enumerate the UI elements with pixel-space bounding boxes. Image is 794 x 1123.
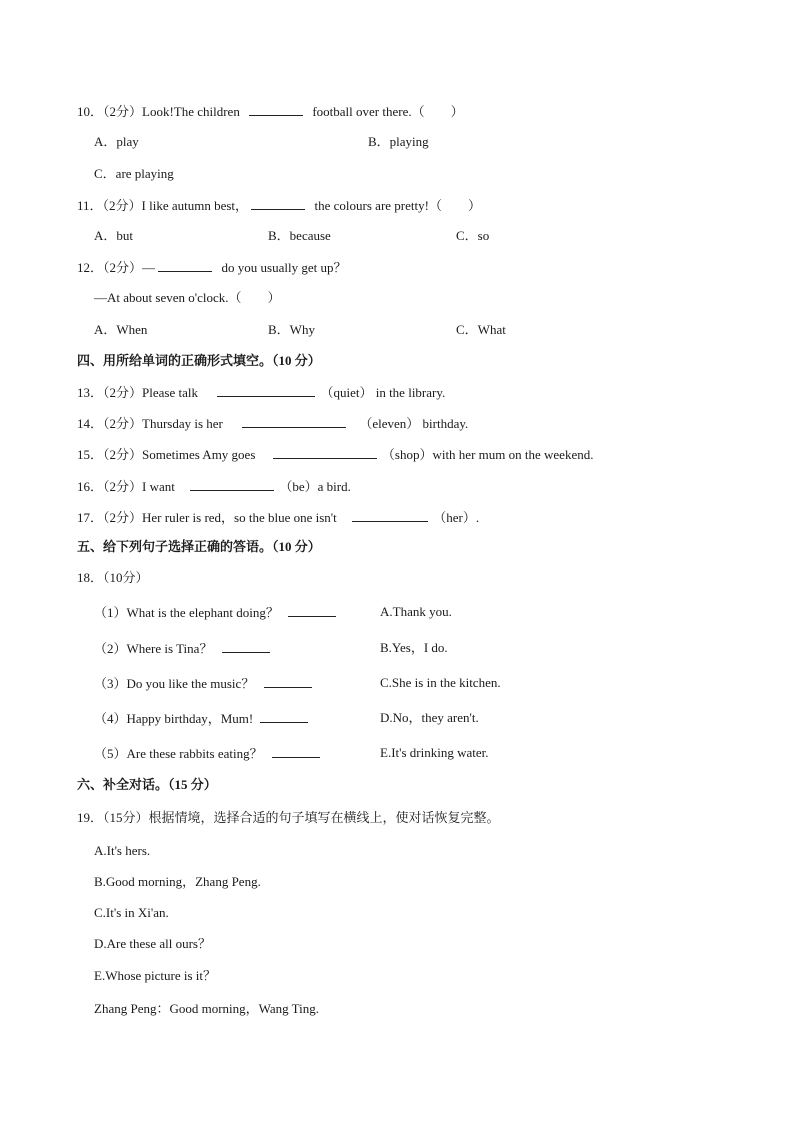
q18-question-4-text: （4）Happy birthday，Mum! xyxy=(94,711,254,726)
q16-text-end: （be）a bird. xyxy=(279,479,351,494)
q17-text-start: 17．（2分）Her ruler is red，so the blue one isn't xyxy=(77,510,337,525)
q19-option-c: C.It's in Xi'an. xyxy=(94,905,169,920)
q19-option-d: D.Are these all ours？ xyxy=(94,936,211,951)
q17-answer-blank[interactable] xyxy=(352,509,428,522)
q15-item xyxy=(77,446,593,463)
q19-option-b: B.Good morning，Zhang Peng. xyxy=(94,874,261,889)
q12-stem-start: 12．（2分）— xyxy=(77,260,156,275)
q13-answer-blank[interactable] xyxy=(217,384,315,397)
q16-answer-blank[interactable] xyxy=(190,478,274,491)
q10-stem-start: 10．（2分）Look!The children xyxy=(77,104,240,119)
q12-option-a[interactable]: A．When xyxy=(94,322,148,337)
q12-stem-end: do you usually get up？ xyxy=(221,260,347,275)
q11-stem-start: 11．（2分）I like autumn best， xyxy=(77,198,249,213)
q10-option-b[interactable]: B．playing xyxy=(368,134,429,149)
q14-answer-blank[interactable] xyxy=(242,415,346,428)
q17-item xyxy=(77,509,479,526)
q18-answer-d: D.No，they aren't. xyxy=(380,710,479,725)
q10-stem-end: football over there.（ ） xyxy=(312,104,464,119)
q18-question-2-text: （2）Where is Tina？ xyxy=(94,641,213,656)
q11-option-c[interactable]: C．so xyxy=(456,228,490,243)
q15-answer-blank[interactable] xyxy=(273,446,377,459)
q19-label: 19．（15分）根据情境，选择合适的句子填写在横线上，使对话恢复完整。 xyxy=(77,810,500,825)
q18-blank-2[interactable] xyxy=(222,640,270,653)
q18-blank-5[interactable] xyxy=(272,745,320,758)
q18-question-1-text: （1）What is the elephant doing？ xyxy=(94,605,279,620)
q10-answer-blank[interactable] xyxy=(249,103,303,116)
q14-item xyxy=(77,415,468,432)
q16-item xyxy=(77,478,351,495)
q13-text-start: 13．（2分）Please talk xyxy=(77,385,198,400)
section-4-heading: 四、用所给单词的正确形式填空。（10 分） xyxy=(77,353,321,368)
q16-text-start: 16．（2分）I want xyxy=(77,479,175,494)
q18-question-2 xyxy=(94,640,270,657)
q11-option-a[interactable]: A．but xyxy=(94,228,134,243)
q11-stem-end: the colours are pretty!（ ） xyxy=(314,198,481,213)
q10-option-a[interactable]: A．play xyxy=(94,134,139,149)
q18-question-5-text: （5）Are these rabbits eating？ xyxy=(94,746,263,761)
q18-blank-4[interactable] xyxy=(260,710,308,723)
q18-answer-a: A.Thank you. xyxy=(380,604,452,619)
q15-text-end: （shop）with her mum on the weekend. xyxy=(381,447,594,462)
q14-text-end: （eleven） birthday. xyxy=(359,416,469,431)
q18-question-3 xyxy=(94,675,312,692)
q10-option-c[interactable]: C．are playing xyxy=(94,166,174,181)
q11-stem xyxy=(77,197,481,214)
q13-text-end: （quiet） in the library. xyxy=(320,385,446,400)
q12-stem xyxy=(77,259,346,276)
q18-answer-c: C.She is in the kitchen. xyxy=(380,675,501,690)
q11-option-b[interactable]: B．because xyxy=(268,228,331,243)
section-6-heading: 六、补全对话。（15 分） xyxy=(77,777,217,792)
q12-option-c[interactable]: C．What xyxy=(456,322,506,337)
q18-blank-3[interactable] xyxy=(264,675,312,688)
q19-option-a: A.It's hers. xyxy=(94,843,151,858)
q18-answer-b: B.Yes，I do. xyxy=(380,640,448,655)
q17-text-end: （her）. xyxy=(433,510,480,525)
q18-answer-e: E.It's drinking water. xyxy=(380,745,489,760)
q12-answer-line: —At about seven o'clock.（ ） xyxy=(94,290,281,305)
q13-item xyxy=(77,384,445,401)
q19-option-e: E.Whose picture is it？ xyxy=(94,968,217,983)
q18-label: 18．（10分） xyxy=(77,570,149,585)
dialogue-line-1: Zhang Peng：Good morning，Wang Ting. xyxy=(94,1001,320,1016)
q18-question-3-text: （3）Do you like the music？ xyxy=(94,676,255,691)
q12-answer-blank[interactable] xyxy=(158,259,212,272)
section-5-heading: 五、给下列句子选择正确的答语。（10 分） xyxy=(77,539,321,554)
q18-blank-1[interactable] xyxy=(288,604,336,617)
q10-stem xyxy=(77,103,464,120)
q15-text-start: 15．（2分）Sometimes Amy goes xyxy=(77,447,256,462)
q11-answer-blank[interactable] xyxy=(251,197,305,210)
q18-question-4 xyxy=(94,710,308,727)
q12-option-b[interactable]: B．Why xyxy=(268,322,315,337)
q14-text-start: 14．（2分）Thursday is her xyxy=(77,416,223,431)
q18-question-5 xyxy=(94,745,320,762)
q18-question-1 xyxy=(94,604,336,621)
